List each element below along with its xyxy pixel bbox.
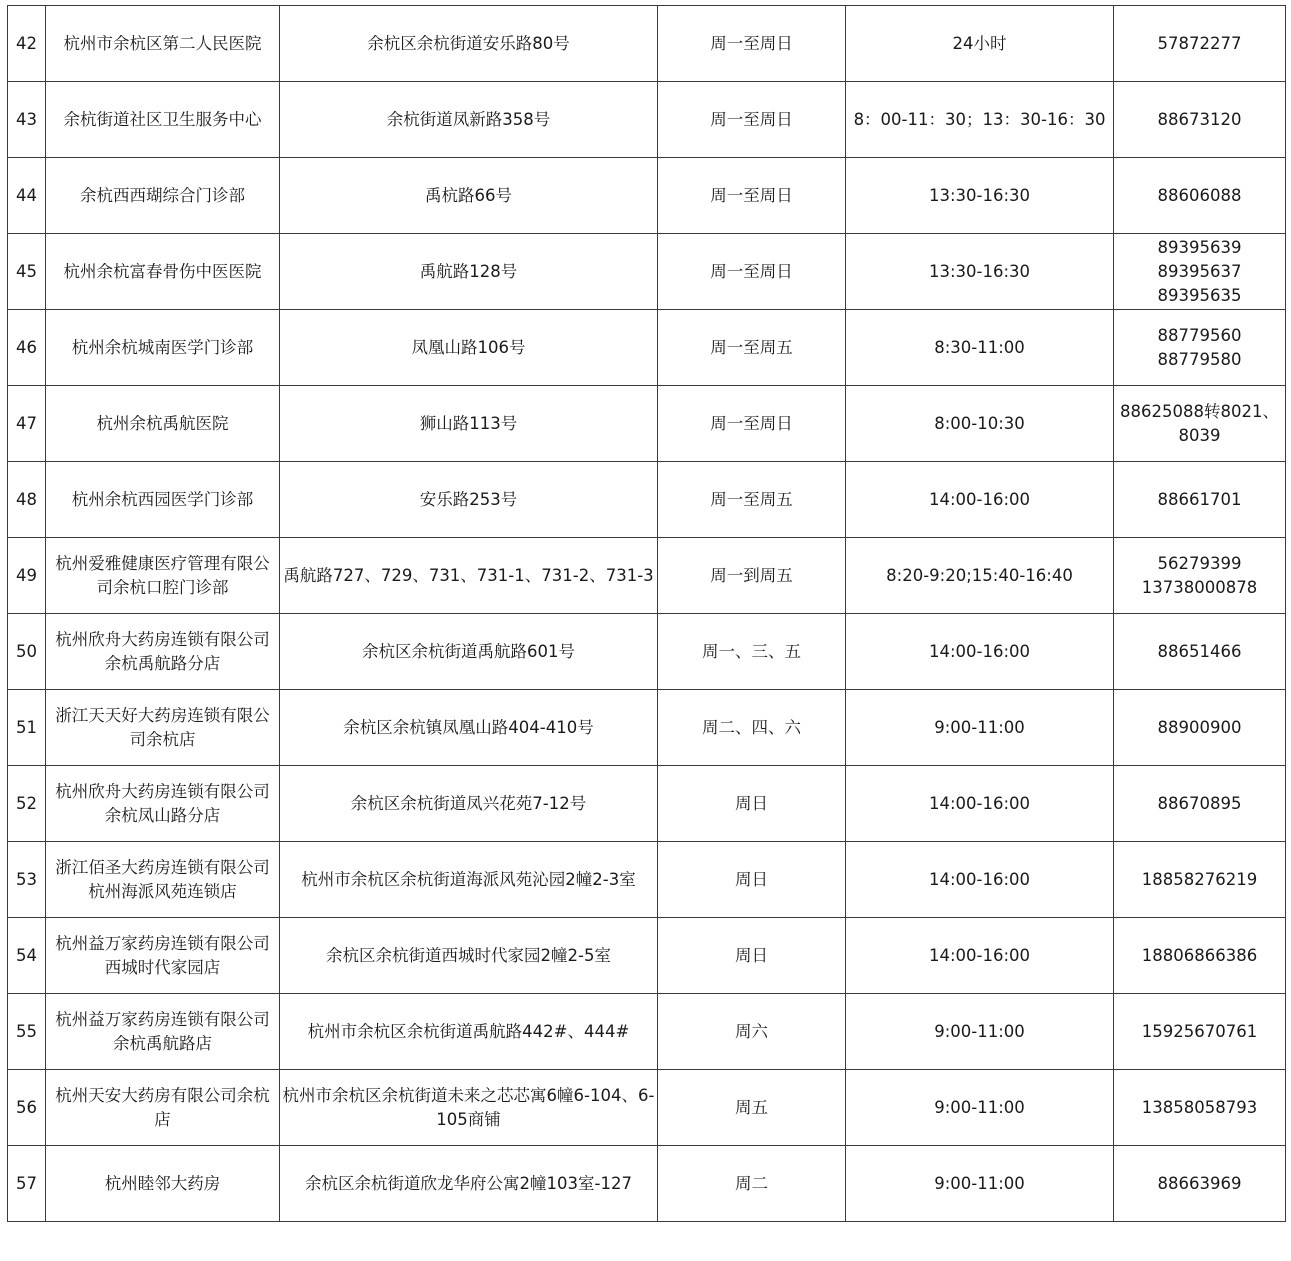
table-row <box>8 614 1286 690</box>
address: 禹航路727、729、731、731-1、731-2、731-3 <box>280 538 658 614</box>
service-hours: 13:30-16:30 <box>846 234 1114 310</box>
service-days: 周一至周日 <box>658 386 846 462</box>
service-hours: 9:00-11:00 <box>846 1146 1114 1222</box>
institution-name: 浙江佰圣大药房连锁有限公司杭州海派风苑连锁店 <box>46 842 280 918</box>
institution-name: 杭州睦邻大药房 <box>46 1146 280 1222</box>
institution-name: 杭州益万家药房连锁有限公司余杭禹航路店 <box>46 994 280 1070</box>
row-number: 45 <box>8 234 46 310</box>
service-hours: 9:00-11:00 <box>846 994 1114 1070</box>
service-hours: 14:00-16:00 <box>846 462 1114 538</box>
row-number: 56 <box>8 1070 46 1146</box>
phone-number: 88625088转8021、 8039 <box>1114 386 1286 462</box>
address: 禹航路128号 <box>280 234 658 310</box>
service-days: 周一至周日 <box>658 6 846 82</box>
table-row <box>8 994 1286 1070</box>
address: 余杭区余杭街道西城时代家园2幢2-5室 <box>280 918 658 994</box>
address: 杭州市余杭区余杭街道未来之芯芯寓6幢6-104、6-105商铺 <box>280 1070 658 1146</box>
address: 狮山路113号 <box>280 386 658 462</box>
address: 余杭区余杭街道欣龙华府公寓2幢103室-127 <box>280 1146 658 1222</box>
phone-number: 88663969 <box>1114 1146 1286 1222</box>
table-row <box>8 690 1286 766</box>
testing-sites-table <box>7 5 1286 1222</box>
address: 余杭区余杭街道安乐路80号 <box>280 6 658 82</box>
phone-number: 18806866386 <box>1114 918 1286 994</box>
row-number: 53 <box>8 842 46 918</box>
table-row <box>8 462 1286 538</box>
service-hours: 8:00-10:30 <box>846 386 1114 462</box>
service-days: 周一至周日 <box>658 158 846 234</box>
institution-name: 余杭西西瑚综合门诊部 <box>46 158 280 234</box>
table-row <box>8 538 1286 614</box>
institution-name: 杭州余杭城南医学门诊部 <box>46 310 280 386</box>
institution-name: 杭州欣舟大药房连锁有限公司余杭凤山路分店 <box>46 766 280 842</box>
table-row <box>8 766 1286 842</box>
institution-name: 杭州爱雅健康医疗管理有限公司余杭口腔门诊部 <box>46 538 280 614</box>
row-number: 42 <box>8 6 46 82</box>
table-row <box>8 310 1286 386</box>
phone-number: 88673120 <box>1114 82 1286 158</box>
service-days: 周二、四、六 <box>658 690 846 766</box>
row-number: 52 <box>8 766 46 842</box>
table-row <box>8 1146 1286 1222</box>
service-days: 周一至周日 <box>658 234 846 310</box>
table-row <box>8 918 1286 994</box>
row-number: 46 <box>8 310 46 386</box>
service-hours: 9:00-11:00 <box>846 690 1114 766</box>
institution-name: 杭州天安大药房有限公司余杭店 <box>46 1070 280 1146</box>
address: 余杭区余杭镇凤凰山路404-410号 <box>280 690 658 766</box>
table-row <box>8 1070 1286 1146</box>
row-number: 48 <box>8 462 46 538</box>
service-days: 周日 <box>658 842 846 918</box>
row-number: 54 <box>8 918 46 994</box>
service-hours: 14:00-16:00 <box>846 842 1114 918</box>
phone-number: 88900900 <box>1114 690 1286 766</box>
row-number: 57 <box>8 1146 46 1222</box>
address: 余杭街道凤新路358号 <box>280 82 658 158</box>
row-number: 51 <box>8 690 46 766</box>
phone-number: 13858058793 <box>1114 1070 1286 1146</box>
table-body <box>8 6 1286 1222</box>
institution-name: 杭州市余杭区第二人民医院 <box>46 6 280 82</box>
phone-number: 56279399 13738000878 <box>1114 538 1286 614</box>
phone-number: 88651466 <box>1114 614 1286 690</box>
service-hours: 9:00-11:00 <box>846 1070 1114 1146</box>
service-hours: 14:00-16:00 <box>846 918 1114 994</box>
institution-name: 杭州余杭富春骨伤中医医院 <box>46 234 280 310</box>
service-hours: 8:20-9:20;15:40-16:40 <box>846 538 1114 614</box>
table-row <box>8 82 1286 158</box>
row-number: 49 <box>8 538 46 614</box>
table-row <box>8 234 1286 310</box>
address: 凤凰山路106号 <box>280 310 658 386</box>
row-number: 55 <box>8 994 46 1070</box>
phone-number: 88661701 <box>1114 462 1286 538</box>
phone-number: 57872277 <box>1114 6 1286 82</box>
service-hours: 8:30-11:00 <box>846 310 1114 386</box>
service-hours: 14:00-16:00 <box>846 614 1114 690</box>
phone-number: 18858276219 <box>1114 842 1286 918</box>
address: 余杭区余杭街道凤兴花苑7-12号 <box>280 766 658 842</box>
service-hours: 24小时 <box>846 6 1114 82</box>
phone-number: 88606088 <box>1114 158 1286 234</box>
service-hours: 13:30-16:30 <box>846 158 1114 234</box>
service-days: 周六 <box>658 994 846 1070</box>
table-row <box>8 158 1286 234</box>
service-hours: 14:00-16:00 <box>846 766 1114 842</box>
table-row <box>8 6 1286 82</box>
phone-number: 88670895 <box>1114 766 1286 842</box>
service-days: 周日 <box>658 918 846 994</box>
service-days: 周一至周日 <box>658 82 846 158</box>
address: 余杭区余杭街道禹航路601号 <box>280 614 658 690</box>
row-number: 43 <box>8 82 46 158</box>
institution-name: 杭州余杭西园医学门诊部 <box>46 462 280 538</box>
service-days: 周一至周五 <box>658 462 846 538</box>
institution-name: 杭州益万家药房连锁有限公司西城时代家园店 <box>46 918 280 994</box>
service-days: 周一到周五 <box>658 538 846 614</box>
row-number: 47 <box>8 386 46 462</box>
row-number: 44 <box>8 158 46 234</box>
institution-name: 杭州余杭禹航医院 <box>46 386 280 462</box>
address: 杭州市余杭区余杭街道禹航路442#、444# <box>280 994 658 1070</box>
service-days: 周一至周五 <box>658 310 846 386</box>
phone-number: 88779560 88779580 <box>1114 310 1286 386</box>
service-hours: 8：00-11：30；13：30-16：30 <box>846 82 1114 158</box>
service-days: 周二 <box>658 1146 846 1222</box>
institution-name: 杭州欣舟大药房连锁有限公司余杭禹航路分店 <box>46 614 280 690</box>
service-days: 周日 <box>658 766 846 842</box>
address: 安乐路253号 <box>280 462 658 538</box>
table-row <box>8 842 1286 918</box>
service-days: 周五 <box>658 1070 846 1146</box>
address: 杭州市余杭区余杭街道海派风苑沁园2幢2-3室 <box>280 842 658 918</box>
table-row <box>8 386 1286 462</box>
address: 禹杭路66号 <box>280 158 658 234</box>
institution-name: 浙江天天好大药房连锁有限公司余杭店 <box>46 690 280 766</box>
service-days: 周一、三、五 <box>658 614 846 690</box>
phone-number: 89395639 89395637 89395635 <box>1114 234 1286 310</box>
institution-name: 余杭街道社区卫生服务中心 <box>46 82 280 158</box>
testing-sites-table-container <box>7 5 1285 1222</box>
row-number: 50 <box>8 614 46 690</box>
phone-number: 15925670761 <box>1114 994 1286 1070</box>
